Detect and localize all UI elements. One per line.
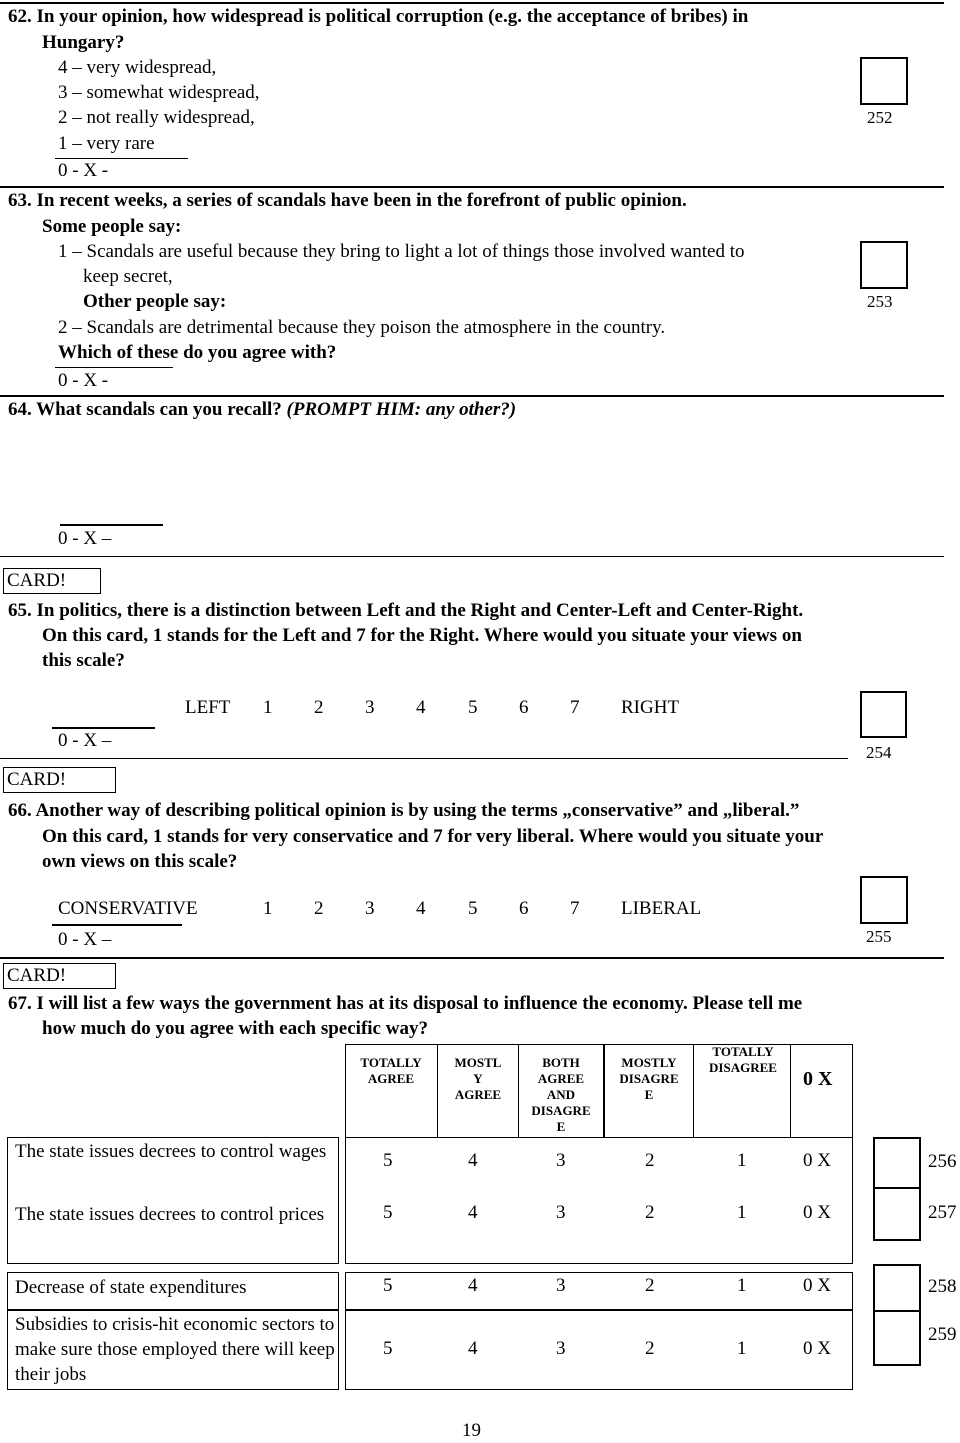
q67-row-3-val-5[interactable]: 5 <box>383 1275 393 1296</box>
q63-title: 63. In recent weeks, a series of scandals have been in the forefront of public opinion. <box>8 190 687 211</box>
q66-scale-right: LIBERAL <box>621 898 702 919</box>
q65-scale-2[interactable]: 2 <box>314 697 324 718</box>
q65-line1: 65. In politics, there is a distinction between Left and the Right and Center-Left and Center-Right. <box>8 600 804 621</box>
q63-option-1-line2: keep secret, <box>83 266 173 287</box>
q66-scale-1[interactable]: 1 <box>263 898 273 919</box>
q66-divider <box>0 957 944 959</box>
q67-hdr-md-2: DISAGRE <box>619 1071 679 1086</box>
q67-row-3-code: 258 <box>928 1276 957 1297</box>
q64-question: 64. What scandals can you recall? <box>8 399 282 420</box>
q67-hdr-ta-2: AGREE <box>367 1071 415 1086</box>
q65-scale-left: LEFT <box>185 697 231 718</box>
q67-hdr-ma-1: MOSTL <box>454 1055 502 1070</box>
q67-row-3-val-2[interactable]: 2 <box>645 1275 655 1296</box>
q67-row-4-val-4[interactable]: 4 <box>468 1338 478 1359</box>
q67-row-2-code: 257 <box>928 1202 957 1223</box>
q66-line2: On this card, 1 stands for very conservatice and 7 for very liberal. Where would you situate your <box>42 826 824 847</box>
q63-code: 253 <box>867 292 893 311</box>
q63-divider <box>0 395 944 397</box>
q67-row-2-label: The state issues decrees to control prices <box>15 1204 325 1225</box>
q67-scale-frame-1 <box>345 1137 853 1264</box>
q67-scale-frame-3 <box>345 1272 853 1310</box>
q67-row-4-val-5[interactable]: 5 <box>383 1338 393 1359</box>
q67-row-2-val-3[interactable]: 3 <box>556 1202 566 1223</box>
q67-hdr-td-2: DISAGREE <box>709 1060 777 1075</box>
q63-other-say: Other people say: <box>83 291 227 312</box>
q63-dk-rule <box>55 367 173 368</box>
q65-scale-5[interactable]: 5 <box>468 697 478 718</box>
q62-title-line2: Hungary? <box>42 32 125 53</box>
top-rule <box>0 2 944 4</box>
q62-code: 252 <box>867 108 893 127</box>
q66-code-box[interactable] <box>860 876 908 924</box>
q67-header-totally-disagree <box>696 1044 790 1076</box>
q64-prompt: (PROMPT HIM: any other?) <box>286 399 517 420</box>
q64-title <box>8 399 516 421</box>
q63-option-2[interactable]: 2 – Scandals are detrimental because they poison the atmosphere in the country. <box>58 317 666 338</box>
q62-divider <box>0 186 944 188</box>
q62-dk-rule <box>55 158 188 159</box>
q65-line3: this scale? <box>42 650 125 671</box>
q67-row-4-val-1[interactable]: 1 <box>737 1338 747 1359</box>
q65-divider <box>0 758 848 759</box>
q66-card-label: CARD! <box>3 767 116 793</box>
q67-row-2-val-4[interactable]: 4 <box>468 1202 478 1223</box>
q63-which: Which of these do you agree with? <box>58 342 337 363</box>
q67-row-3-val-dk[interactable]: 0 X <box>803 1275 831 1296</box>
q67-hdr-b-4: DISAGRE <box>531 1103 591 1118</box>
q66-dont-know[interactable]: 0 - X – <box>58 929 112 950</box>
q66-code: 255 <box>866 927 892 946</box>
page-number: 19 <box>462 1420 481 1441</box>
q67-hdr-b-1: BOTH <box>542 1055 580 1070</box>
q67-header-mostly-agree <box>440 1055 516 1103</box>
q63-some-say: Some people say: <box>42 216 182 237</box>
q62-option-4[interactable]: 4 – very widespread, <box>58 57 217 78</box>
q64-divider <box>0 556 944 557</box>
q67-row-3-val-1[interactable]: 1 <box>737 1275 747 1296</box>
q63-dont-know[interactable]: 0 - X - <box>58 370 109 391</box>
q67-scale-frame-4 <box>345 1310 853 1390</box>
q65-code: 254 <box>866 743 892 762</box>
q67-card-label: CARD! <box>3 963 116 989</box>
q65-scale-right: RIGHT <box>621 697 680 718</box>
q67-hdr-td-1: TOTALLY <box>712 1044 774 1059</box>
q62-dont-know[interactable]: 0 - X - <box>58 160 109 181</box>
q63-option-1-line1[interactable]: 1 – Scandals are useful because they bring to light a lot of things those involved wanted to <box>58 241 745 262</box>
q67-hdr-md-3: E <box>644 1087 654 1102</box>
q65-scale-4[interactable]: 4 <box>416 697 426 718</box>
q67-row-4-val-2[interactable]: 2 <box>645 1338 655 1359</box>
q66-scale-6[interactable]: 6 <box>519 898 529 919</box>
q67-row-2-val-5[interactable]: 5 <box>383 1202 393 1223</box>
q62-title-line1: 62. In your opinion, how widespread is political corruption (e.g. the acceptance of bribes) in <box>8 6 749 27</box>
q64-dont-know[interactable]: 0 - X – <box>58 528 112 549</box>
q66-scale-2[interactable]: 2 <box>314 898 324 919</box>
q66-line3: own views on this scale? <box>42 851 238 872</box>
q66-scale-7[interactable]: 7 <box>570 898 580 919</box>
q67-row-3-val-3[interactable]: 3 <box>556 1275 566 1296</box>
q65-code-box[interactable] <box>860 691 907 738</box>
q67-hdr-b-3: AND <box>546 1087 576 1102</box>
q67-hdr-md-1: MOSTLY <box>621 1055 677 1070</box>
q67-row-2-code-box[interactable] <box>873 1187 921 1241</box>
q67-line2: how much do you agree with each specific way? <box>42 1018 428 1039</box>
q67-row-3-val-4[interactable]: 4 <box>468 1275 478 1296</box>
q64-dk-rule <box>60 524 163 526</box>
q65-dont-know[interactable]: 0 - X – <box>58 730 112 751</box>
q65-scale-6[interactable]: 6 <box>519 697 529 718</box>
q67-row-4-val-3[interactable]: 3 <box>556 1338 566 1359</box>
q67-row-1-val-2[interactable]: 2 <box>645 1150 655 1171</box>
q67-hdr-b-5: E <box>556 1119 566 1134</box>
q67-row-4-label: Subsidies to crisis-hit economic sectors to make sure those employed there will keep their jobs <box>15 1314 335 1385</box>
q67-header-dk: 0 X <box>803 1068 833 1090</box>
q62-option-1[interactable]: 1 – very rare <box>58 133 155 154</box>
q67-row-3-label: Decrease of state expenditures <box>15 1277 247 1298</box>
q65-card-label: CARD! <box>3 568 101 594</box>
q66-scale-4[interactable]: 4 <box>416 898 426 919</box>
q66-scale-5[interactable]: 5 <box>468 898 478 919</box>
q67-header-both <box>521 1055 601 1135</box>
q62-code-box[interactable] <box>860 57 908 105</box>
q65-dk-rule <box>52 727 155 729</box>
q67-hdr-ma-3: AGREE <box>454 1087 502 1102</box>
q67-row-4-code-box[interactable] <box>873 1310 921 1366</box>
q66-line1: 66. Another way of describing political opinion is by using the terms „conservative” and „liberal.” <box>8 800 800 821</box>
q67-row-3-code-box[interactable] <box>873 1264 921 1314</box>
q67-row-1-val-3[interactable]: 3 <box>556 1150 566 1171</box>
q65-scale-7[interactable]: 7 <box>570 697 580 718</box>
q67-row-1-val-dk[interactable]: 0 X <box>803 1150 831 1171</box>
q66-scale-left: CONSERVATIVE <box>58 898 198 919</box>
q67-row-2-val-2[interactable]: 2 <box>645 1202 655 1223</box>
q67-row-1-val-1[interactable]: 1 <box>737 1150 747 1171</box>
q67-row-2-val-dk[interactable]: 0 X <box>803 1202 831 1223</box>
q67-row-1-label: The state issues decrees to control wages <box>15 1141 327 1162</box>
q67-header-totally-agree <box>348 1055 434 1087</box>
q66-scale-3[interactable]: 3 <box>365 898 375 919</box>
q67-row-1-val-5[interactable]: 5 <box>383 1150 393 1171</box>
q67-row-2-val-1[interactable]: 1 <box>737 1202 747 1223</box>
q67-hdr-ta-1: TOTALLY <box>360 1055 422 1070</box>
q67-row-4-val-dk[interactable]: 0 X <box>803 1338 831 1359</box>
q67-hdr-b-2: AGREE <box>537 1071 585 1086</box>
q67-row-1-code: 256 <box>928 1151 957 1172</box>
q67-row-1-val-4[interactable]: 4 <box>468 1150 478 1171</box>
q65-line2: On this card, 1 stands for the Left and 7 for the Right. Where would you situate your views on <box>42 625 802 646</box>
q62-option-2[interactable]: 2 – not really widespread, <box>58 107 255 128</box>
q63-code-box[interactable] <box>860 241 908 289</box>
q66-dk-rule <box>52 924 182 926</box>
q67-row-1-code-box[interactable] <box>873 1137 921 1191</box>
q65-scale-3[interactable]: 3 <box>365 697 375 718</box>
q67-line1: 67. I will list a few ways the government has at its disposal to influence the economy. Please tell me <box>8 993 803 1014</box>
q65-scale-1[interactable]: 1 <box>263 697 273 718</box>
q67-row-4-code: 259 <box>928 1324 957 1345</box>
q67-header-mostly-disagree <box>606 1055 692 1103</box>
q62-option-3[interactable]: 3 – somewhat widespread, <box>58 82 260 103</box>
q67-hdr-ma-2: Y <box>473 1071 483 1086</box>
